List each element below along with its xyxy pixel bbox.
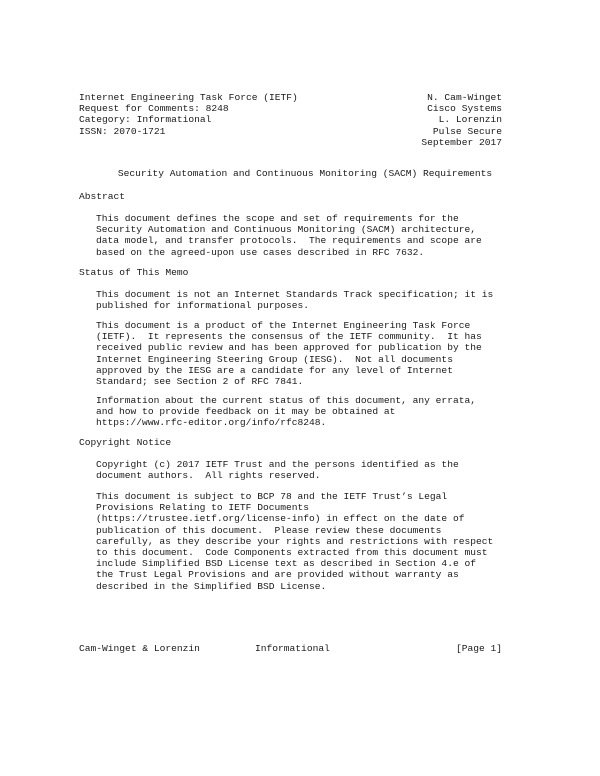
copyright-line: publication of this document. Please review these documents: [96, 524, 442, 536]
copyright-line: Copyright (c) 2017 IETF Trust and the persons identified as the: [96, 459, 459, 470]
header-affiliation-1: Cisco Systems: [427, 103, 502, 115]
abstract-line: Security Automation and Continuous Monitoring (SACM) architecture,: [96, 224, 476, 236]
status-line: Information about the current status of this document, any errata,: [96, 395, 476, 406]
copyright-line: carefully, as they describe your rights and restrictions with respect: [96, 535, 494, 547]
copyright-line: the Trust Legal Provisions and are provided without warranty as: [96, 569, 459, 581]
abstract-line: This document defines the scope and set of requirements for the: [96, 213, 459, 224]
status-line: and how to provide feedback on it may be obtained at: [96, 406, 396, 418]
header-date: September 2017: [421, 136, 502, 148]
header-issn: ISSN: 2070-1721: [79, 125, 166, 137]
status-paragraph-3: [96, 395, 476, 429]
copyright-paragraph-1: [96, 459, 459, 481]
header-left-block: [79, 92, 298, 137]
header-category: Category: Informational: [79, 114, 212, 126]
document-title: Security Automation and Continuous Monitoring (SACM) Requirements: [117, 168, 493, 179]
header-rfc-number: Request for Comments: 8248: [79, 103, 229, 115]
header-author-1: N. Cam-Winget: [427, 92, 502, 103]
abstract-line: based on the agreed-upon use cases described in RFC 7632.: [96, 246, 425, 258]
status-line: (IETF). It represents the consensus of the IETF community. It has: [96, 331, 482, 343]
copyright-line: (https://trustee.ietf.org/license-info) in effect on the date of: [96, 513, 465, 525]
copyright-line: document authors. All rights reserved.: [96, 470, 321, 482]
footer-authors: Cam-Winget & Lorenzin: [79, 643, 200, 654]
status-line: approved by the IESG are a candidate for any level of Internet: [96, 364, 453, 376]
status-line: published for informational purposes.: [96, 300, 310, 312]
status-heading: Status of This Memo: [79, 267, 189, 278]
status-line: https://www.rfc-editor.org/info/rfc8248.: [96, 417, 327, 429]
abstract-line: data model, and transfer protocols. The requirements and scope are: [96, 235, 482, 247]
header-affiliation-2: Pulse Secure: [432, 125, 502, 137]
copyright-line: Provisions Relating to IETF Documents: [96, 502, 310, 514]
header-right-block: [421, 92, 502, 148]
copyright-line: include Simplified BSD License text as described in Section 4.e of: [96, 558, 476, 570]
abstract-paragraph: [96, 213, 482, 258]
copyright-line: This document is subject to BCP 78 and the IETF Trust’s Legal: [96, 491, 448, 502]
status-line: This document is a product of the Internet Engineering Task Force: [96, 320, 471, 331]
copyright-paragraph-2: [96, 491, 493, 592]
status-line: received public review and has been approved for publication by the: [96, 342, 482, 354]
status-paragraph-2: [96, 320, 482, 387]
status-line: This document is not an Internet Standards Track specification; it is: [96, 289, 494, 300]
copyright-heading: Copyright Notice: [79, 437, 172, 448]
status-line: Internet Engineering Steering Group (IESG). Not all documents: [96, 353, 453, 365]
status-paragraph-1: [96, 289, 493, 311]
footer-category: Informational: [255, 643, 330, 654]
copyright-line: to this document. Code Components extracted from this document must: [96, 547, 488, 559]
copyright-line: described in the Simplified BSD License.: [96, 580, 327, 592]
status-line: Standard; see Section 2 of RFC 7841.: [96, 376, 304, 388]
footer-page-number: [Page 1]: [455, 643, 502, 654]
abstract-heading: Abstract: [79, 191, 126, 202]
header-org: Internet Engineering Task Force (IETF): [79, 92, 298, 103]
header-author-2: L. Lorenzin: [438, 114, 502, 126]
